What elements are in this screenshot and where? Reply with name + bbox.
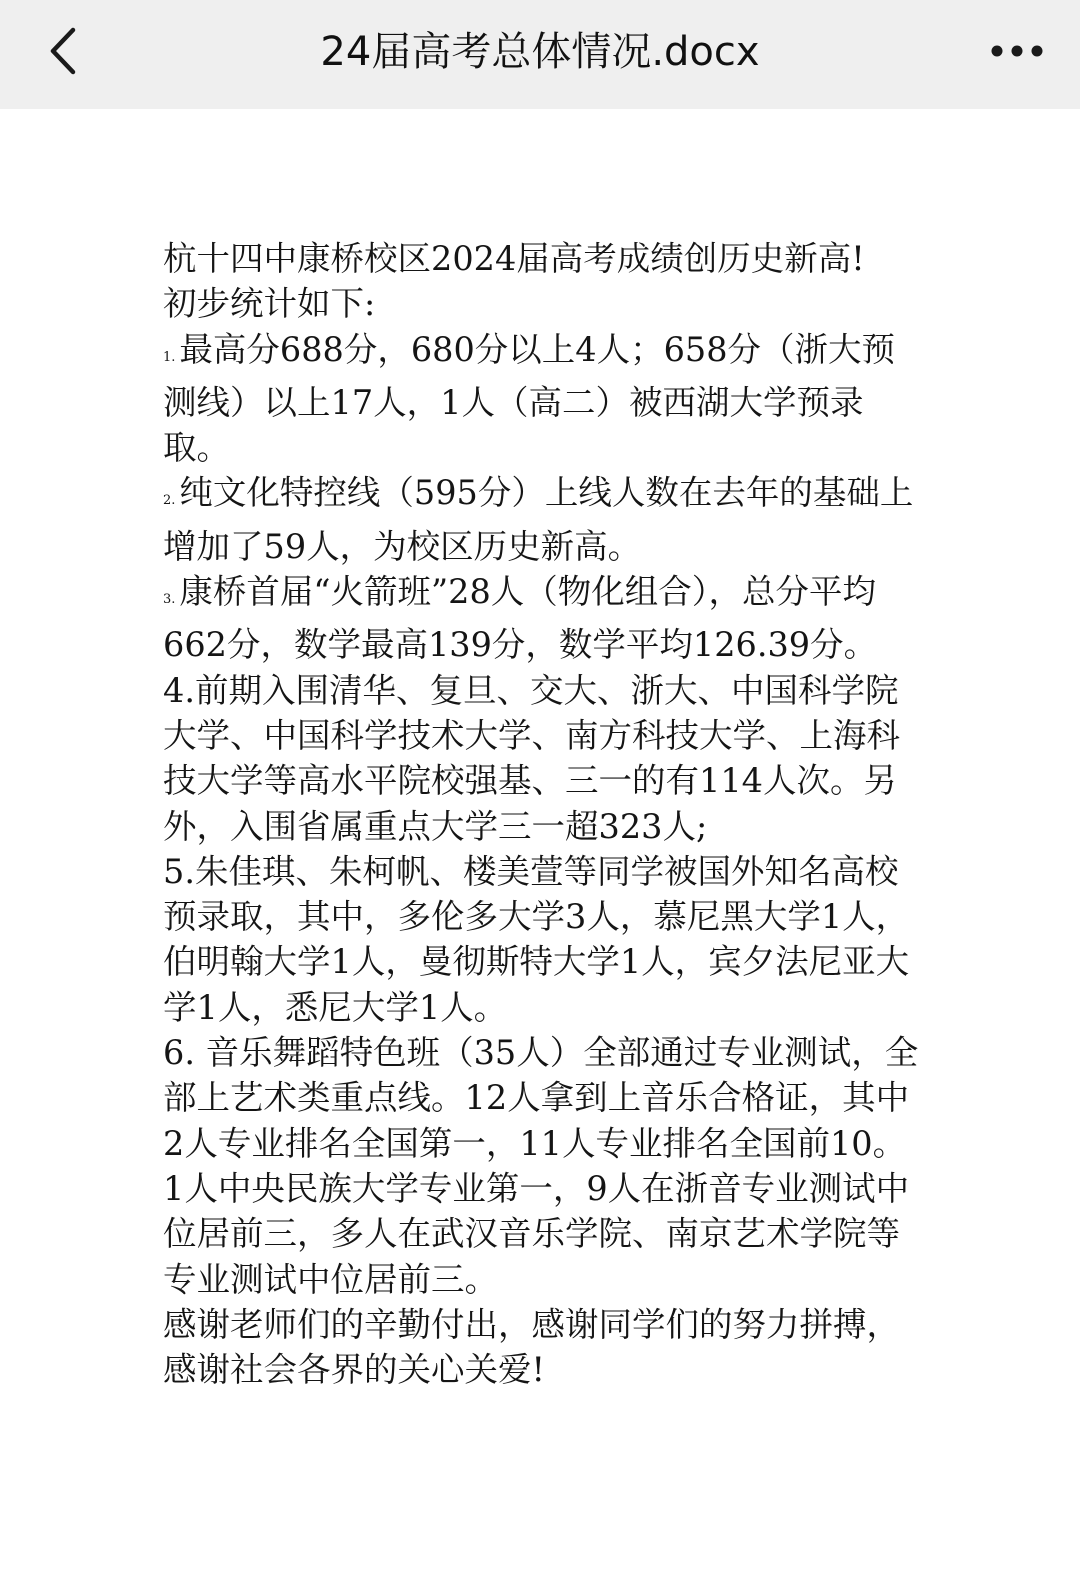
list-item [163, 569, 919, 668]
list-item [163, 849, 919, 1030]
list-item-number: 2. [163, 493, 176, 509]
more-button[interactable] [982, 26, 1052, 76]
list-item-number: 5. [163, 851, 195, 891]
list-item [163, 470, 919, 569]
list-item-text: 音乐舞蹈特色班（35人）全部通过专业测试，全部上艺术类重点线。12人拿到上音乐合格证，其中2人专业排名全国第一，11人专业排名全国前10。1人中央民族大学专业第一，9人在浙音专业测试中位居前三，多人在武汉音乐学院、南京艺术学院等专业测试中位居前三。 [163, 1033, 919, 1299]
list-item-number: 3. [163, 592, 176, 608]
list-item-text: 康桥首届“火箭班”28人（物化组合），总分平均662分，数学最高139分，数学平均126.39分。 [163, 572, 878, 665]
top-bar [0, 0, 1080, 109]
list-item-number: 4. [163, 670, 195, 710]
list-item-text: 最高分688分，680分以上4人；658分（浙大预测线）以上17人，1人（高二）被西湖大学预录取。 [163, 329, 896, 468]
document-title: 杭十四中康桥校区2024届高考成绩创历史新高! [163, 239, 865, 278]
document-closing: 感谢老师们的辛勤付出，感谢同学们的努力拼搏，感谢社会各界的关心关爱! [163, 1304, 900, 1390]
chevron-left-icon [48, 27, 78, 75]
document-intro: 初步统计如下: [163, 284, 376, 324]
list-item-text: 朱佳琪、朱柯帆、楼美萱等同学被国外知名高校预录取，其中，多伦多大学3人，慕尼黑大学1人，伯明翰大学1人，曼彻斯特大学1人，宾夕法尼亚大学1人，悉尼大学1人。 [163, 851, 910, 1027]
document-body [163, 236, 919, 1392]
list-item [163, 327, 919, 471]
list-item-text: 前期入围清华、复旦、交大、浙大、中国科学院大学、中国科学技术大学、南方科技大学、上海科技大学等高水平院校强基、三一的有114人次。另外，入围省属重点大学三一超323人; [163, 670, 900, 846]
list-item-number: 1. [163, 349, 176, 365]
list-item-text: 纯文化特控线（595分）上线人数在去年的基础上增加了59人，为校区历史新高。 [163, 473, 914, 566]
more-dots-icon [990, 44, 1044, 58]
list-item [163, 668, 919, 849]
list-item-number: 6. [163, 1033, 195, 1073]
list-item [163, 1030, 919, 1302]
page-title: 24届高考总体情况.docx [320, 29, 760, 75]
back-button[interactable] [30, 18, 96, 84]
